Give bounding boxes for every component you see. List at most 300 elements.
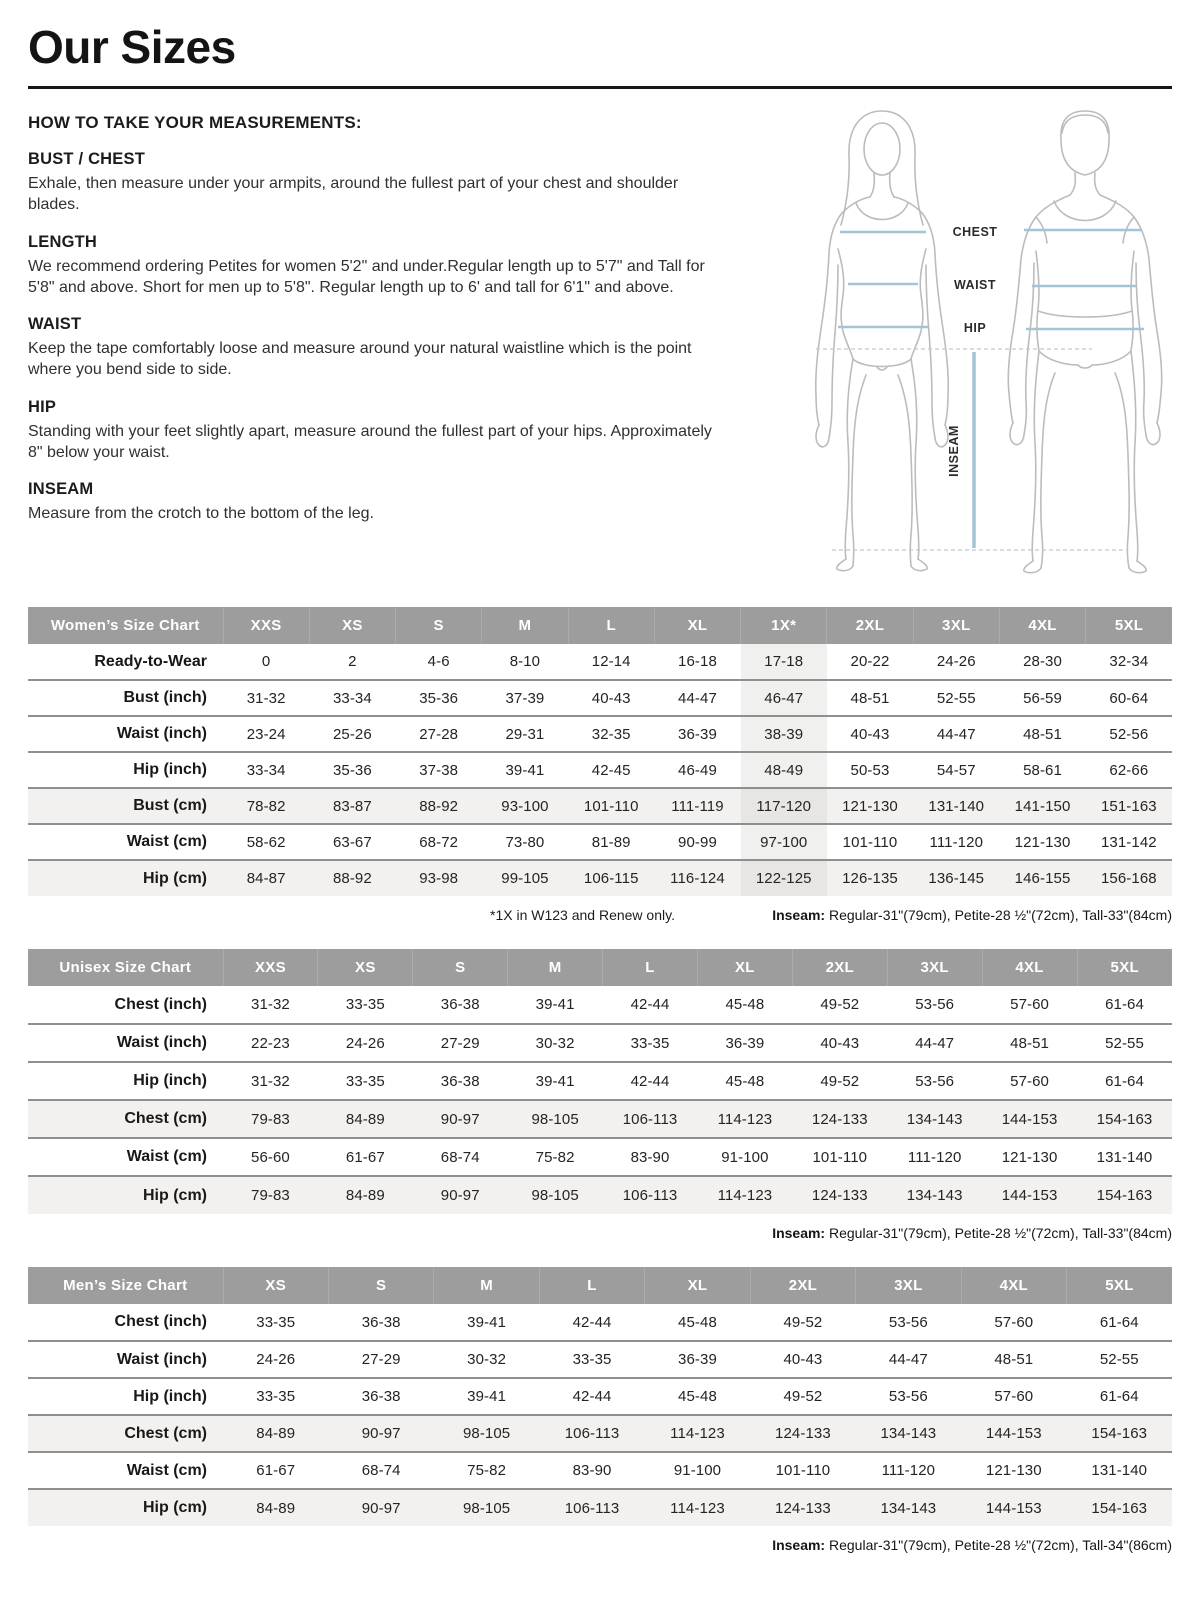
size-column-header: S: [396, 607, 482, 644]
size-cell: 45-48: [725, 1072, 765, 1090]
reference-dashed-lines: [816, 349, 1128, 550]
size-cell: 98-105: [434, 1489, 539, 1526]
size-cell: 79-83: [223, 1100, 318, 1138]
table-row: [28, 1176, 1172, 1214]
size-cell: 154-163: [1067, 1415, 1173, 1452]
size-cell: 57-60: [994, 1388, 1034, 1405]
size-cell: 121-130: [985, 1462, 1042, 1479]
size-cell: 99-105: [482, 860, 568, 896]
table-row: [28, 788, 1172, 824]
size-cell: 136-145: [913, 860, 999, 896]
size-column-header: 4XL: [982, 949, 1077, 986]
size-cell: 124-133: [750, 1415, 855, 1452]
size-cell: 61-64: [1099, 1313, 1139, 1331]
size-cell: 83-90: [572, 1462, 612, 1479]
size-cell: 68-74: [361, 1462, 401, 1479]
size-cell: 93-100: [482, 788, 568, 824]
size-cell: 84-89: [223, 1415, 328, 1452]
size-cell: 154-163: [1077, 1100, 1172, 1138]
mens-inseam-note: [772, 1537, 1172, 1553]
size-cell: 24-26: [256, 1351, 296, 1368]
size-cell: 62-66: [1109, 761, 1149, 779]
section-title-length: LENGTH: [28, 232, 98, 251]
unisex-inseam-note: [772, 1225, 1172, 1241]
size-cell: 106-113: [603, 1176, 698, 1214]
size-cell: 35-36: [332, 761, 372, 779]
inseam-label: INSEAM: [947, 425, 961, 477]
size-cell: 39-41: [535, 1072, 575, 1090]
table-title: Women’s Size Chart: [28, 607, 223, 644]
size-cell: 46-47: [741, 680, 827, 716]
size-cell: 56-60: [251, 1148, 290, 1166]
size-cell: 101-110: [775, 1462, 831, 1479]
size-column-header: M: [508, 949, 603, 986]
size-cell: 83-87: [309, 788, 395, 824]
table-row: [28, 1304, 1172, 1341]
size-cell: 90-97: [413, 1176, 508, 1214]
size-cell: 114-123: [697, 1100, 792, 1138]
size-cell: 30-32: [535, 1034, 575, 1052]
size-cell: 131-140: [1096, 1148, 1153, 1166]
row-label: Waist (inch): [116, 1350, 207, 1368]
size-cell: 88-92: [396, 788, 482, 824]
size-cell: 33-35: [345, 1072, 385, 1090]
size-cell: 33-35: [630, 1034, 670, 1052]
size-cell: 17-18: [741, 644, 827, 680]
how-to-heading: HOW TO TAKE YOUR MEASUREMENTS:: [28, 113, 362, 132]
row-label: Bust (cm): [28, 788, 223, 824]
size-column-header: 3XL: [856, 1267, 961, 1304]
size-cell: 48-51: [1010, 1034, 1049, 1052]
size-cell: 60-64: [1109, 689, 1149, 707]
section-title-waist: WAIST: [28, 315, 82, 334]
size-cell: 49-52: [820, 996, 860, 1013]
male-figure-outline: [1008, 111, 1162, 573]
row-label: Chest (inch): [114, 995, 207, 1013]
table-row: [28, 716, 1172, 752]
size-cell: 48-51: [994, 1351, 1034, 1368]
size-cell: 49-52: [783, 1388, 823, 1405]
section-waist: [28, 315, 728, 381]
measurement-diagram: [790, 99, 1172, 579]
size-cell: 2: [348, 653, 357, 670]
section-body-waist: Keep the tape comfortably loose and measure around your natural waistline which is the point where you bend side to side.: [28, 340, 692, 379]
size-cell: 0: [261, 653, 271, 670]
size-cell: 134-143: [856, 1415, 961, 1452]
size-cell: 88-92: [309, 860, 395, 896]
section-body-bust-chest: Exhale, then measure under your armpits, around the fullest part of your chest and shoulder blades.: [28, 175, 679, 214]
size-cell: 30-32: [467, 1351, 507, 1368]
row-label: Chest (inch): [114, 1313, 207, 1330]
size-cell: 45-48: [678, 1313, 717, 1331]
section-length: [28, 233, 728, 299]
size-cell: 111-120: [881, 1462, 936, 1479]
table-row: [28, 824, 1172, 860]
size-cell: 49-52: [820, 1072, 860, 1090]
size-cell: 44-47: [915, 1034, 955, 1052]
size-cell: 144-153: [982, 1100, 1077, 1138]
size-cell: 37-39: [505, 689, 545, 707]
size-cell: 63-67: [332, 833, 372, 851]
size-cell: 45-48: [678, 1388, 717, 1405]
size-cell: 75-82: [467, 1462, 507, 1479]
size-cell: 134-143: [856, 1489, 961, 1526]
size-cell: 57-60: [994, 1313, 1034, 1331]
size-cell: 78-82: [223, 788, 309, 824]
size-cell: 38-39: [741, 716, 827, 752]
size-column-header: 5XL: [1067, 1267, 1173, 1304]
size-cell: 131-142: [1100, 833, 1157, 851]
size-cell: 52-55: [1105, 1034, 1144, 1052]
size-cell: 84-89: [223, 1489, 328, 1526]
size-cell: 124-133: [792, 1176, 887, 1214]
size-cell: 58-61: [1023, 761, 1062, 779]
size-cell: 61-64: [1105, 1072, 1144, 1090]
size-cell: 33-35: [256, 1313, 296, 1331]
size-column-header: L: [539, 1267, 644, 1304]
row-label: Ready-to-Wear: [94, 652, 207, 670]
size-cell: 4-6: [427, 653, 450, 670]
size-column-header: XXS: [223, 949, 318, 986]
row-label: Hip (inch): [133, 1387, 207, 1405]
section-body-length: We recommend ordering Petites for women 5'2" and under.Regular length up to 5'7" and Tall for 5'8" and above. Short for men up to 5'8". Regular length up to 6' and tall for 6'1" and above.: [28, 257, 705, 296]
size-column-header: 3XL: [913, 607, 999, 644]
size-cell: 73-80: [505, 833, 545, 851]
size-cell: 131-140: [913, 788, 999, 824]
size-cell: 42-44: [630, 996, 670, 1013]
size-cell: 90-97: [328, 1415, 433, 1452]
size-column-header: XS: [318, 949, 413, 986]
row-label: Bust (inch): [123, 689, 207, 706]
size-cell: 134-143: [887, 1100, 982, 1138]
size-column-header: 2XL: [792, 949, 887, 986]
page-title: Our Sizes: [28, 21, 236, 73]
size-cell: 111-119: [654, 788, 740, 824]
size-column-header: XS: [223, 1267, 328, 1304]
chest-label: CHEST: [952, 225, 998, 239]
womens-1x-footnote: *1X in W123 and Renew only.: [490, 907, 675, 923]
size-cell: 111-120: [929, 833, 984, 851]
section-bust-chest: [28, 150, 728, 216]
size-cell: 40-43: [783, 1351, 823, 1368]
size-column-header: 1X*: [741, 607, 827, 644]
size-cell: 97-100: [741, 824, 827, 860]
size-cell: 36-39: [678, 725, 717, 743]
hip-label: HIP: [963, 321, 987, 335]
size-column-header: XXS: [223, 607, 309, 644]
row-label: Hip (inch): [133, 1072, 207, 1089]
row-label: Chest (cm): [28, 1100, 223, 1138]
row-label: Hip (inch): [133, 761, 207, 778]
size-cell: 93-98: [396, 860, 482, 896]
size-cell: 90-97: [328, 1489, 433, 1526]
size-cell: 90-99: [678, 833, 717, 851]
size-cell: 44-47: [678, 689, 717, 707]
size-cell: 101-110: [812, 1148, 868, 1166]
size-cell: 81-89: [591, 833, 631, 851]
size-cell: 126-135: [827, 860, 913, 896]
size-cell: 32-35: [591, 725, 631, 743]
size-cell: 8-10: [509, 653, 541, 670]
size-cell: 12-14: [591, 653, 631, 670]
size-cell: 141-150: [999, 788, 1085, 824]
table-title: Unisex Size Chart: [28, 949, 223, 986]
size-cell: 98-105: [434, 1415, 539, 1452]
size-column-header: 4XL: [961, 1267, 1066, 1304]
size-cell: 61-64: [1105, 996, 1144, 1013]
unisex-size-chart-table: [28, 949, 1172, 1214]
size-column-header: 2XL: [827, 607, 913, 644]
size-column-header: XL: [654, 607, 740, 644]
size-cell: 49-52: [783, 1313, 823, 1331]
section-title-inseam: INSEAM: [28, 480, 94, 499]
size-cell: 46-49: [678, 761, 717, 779]
size-cell: 44-47: [888, 1351, 928, 1368]
size-cell: 36-38: [361, 1388, 401, 1405]
size-cell: 42-44: [572, 1388, 612, 1405]
size-cell: 90-97: [413, 1100, 508, 1138]
size-cell: 98-105: [508, 1176, 603, 1214]
table-row: [28, 1138, 1172, 1176]
size-cell: 27-28: [419, 725, 459, 743]
size-cell: 124-133: [750, 1489, 855, 1526]
female-figure-outline: [816, 111, 949, 571]
size-cell: 144-153: [961, 1489, 1066, 1526]
size-cell: 156-168: [1086, 860, 1172, 896]
size-cell: 52-55: [1099, 1351, 1139, 1368]
table-row: [28, 752, 1172, 788]
inseam-note-text: Regular-31"(79cm), Petite-28 ½"(72cm), Tall-33"(84cm): [825, 1225, 1172, 1241]
size-cell: 144-153: [961, 1415, 1066, 1452]
size-cell: 36-38: [440, 996, 480, 1013]
table-header-row: [28, 607, 1172, 644]
size-cell: 68-74: [440, 1148, 480, 1166]
size-cell: 84-89: [318, 1100, 413, 1138]
inseam-note-label: Inseam:: [772, 1225, 826, 1241]
table-row: [28, 644, 1172, 680]
mens-table-notes: [28, 1537, 1172, 1553]
table-row: [28, 1378, 1172, 1415]
size-cell: 116-124: [654, 860, 740, 896]
size-cell: 36-39: [678, 1351, 717, 1368]
size-cell: 32-34: [1109, 653, 1149, 670]
size-column-header: L: [603, 949, 698, 986]
size-cell: 114-123: [645, 1415, 750, 1452]
section-hip: [28, 398, 728, 464]
size-cell: 39-41: [467, 1388, 507, 1405]
size-cell: 121-130: [827, 788, 913, 824]
table-row: [28, 1341, 1172, 1378]
size-cell: 36-39: [725, 1034, 765, 1052]
size-cell: 106-113: [603, 1100, 698, 1138]
title-divider: [28, 86, 1172, 89]
size-cell: 101-110: [568, 788, 654, 824]
size-column-header: M: [434, 1267, 539, 1304]
size-cell: 36-38: [440, 1072, 480, 1090]
size-cell: 23-24: [246, 725, 286, 743]
row-label: Waist (inch): [116, 725, 207, 742]
size-cell: 114-123: [697, 1176, 792, 1214]
size-column-header: XL: [645, 1267, 750, 1304]
size-cell: 91-100: [721, 1148, 769, 1166]
size-cell: 68-72: [419, 833, 459, 851]
table-row: [28, 680, 1172, 716]
size-cell: 20-22: [850, 653, 890, 670]
size-cell: 79-83: [223, 1176, 318, 1214]
size-cell: 42-45: [591, 761, 631, 779]
womens-inseam-note: [772, 907, 1172, 923]
size-cell: 111-120: [907, 1148, 962, 1166]
size-cell: 27-29: [361, 1351, 401, 1368]
table-row: [28, 1062, 1172, 1100]
womens-size-chart-section: [28, 607, 1172, 923]
size-cell: 40-43: [591, 689, 631, 707]
size-cell: 106-115: [568, 860, 654, 896]
table-title: Men’s Size Chart: [28, 1267, 223, 1304]
size-cell: 53-56: [915, 996, 955, 1013]
size-column-header: 4XL: [999, 607, 1085, 644]
row-label: Chest (cm): [28, 1415, 223, 1452]
size-cell: 48-51: [850, 689, 890, 707]
size-column-header: S: [413, 949, 508, 986]
size-cell: 35-36: [419, 689, 459, 707]
waist-label: WAIST: [953, 278, 997, 292]
size-cell: 131-140: [1091, 1462, 1148, 1479]
size-cell: 61-67: [256, 1462, 296, 1479]
size-cell: 28-30: [1023, 653, 1062, 670]
size-cell: 37-38: [419, 761, 459, 779]
size-cell: 36-38: [361, 1313, 401, 1331]
size-cell: 40-43: [850, 725, 890, 743]
size-cell: 39-41: [535, 996, 575, 1013]
table-header-row: [28, 1267, 1172, 1304]
size-cell: 45-48: [725, 996, 765, 1013]
size-cell: 121-130: [1014, 833, 1071, 851]
size-cell: 31-32: [251, 1072, 290, 1090]
size-cell: 53-56: [888, 1313, 928, 1331]
size-cell: 27-29: [440, 1034, 480, 1052]
size-cell: 56-59: [1023, 689, 1062, 707]
row-label: Waist (inch): [116, 1034, 207, 1051]
inseam-note-label: Inseam:: [772, 1537, 826, 1553]
unisex-size-chart-section: [28, 949, 1172, 1241]
size-cell: 33-34: [246, 761, 286, 779]
table-row: [28, 860, 1172, 896]
row-label: Hip (cm): [28, 1176, 223, 1214]
size-cell: 54-57: [936, 761, 976, 779]
section-title-hip: HIP: [28, 397, 57, 416]
womens-table-notes: [28, 907, 1172, 923]
body-measurement-illustration: [790, 99, 1172, 579]
size-cell: 50-53: [850, 761, 890, 779]
size-cell: 33-35: [572, 1351, 612, 1368]
size-cell: 154-163: [1077, 1176, 1172, 1214]
row-label: Waist (cm): [126, 1148, 207, 1165]
table-row: [28, 1452, 1172, 1489]
size-column-header: 2XL: [750, 1267, 855, 1304]
size-cell: 33-34: [332, 689, 372, 707]
mens-size-chart-table: [28, 1267, 1172, 1526]
size-cell: 121-130: [1001, 1148, 1058, 1166]
size-cell: 144-153: [982, 1176, 1077, 1214]
mens-size-chart-section: [28, 1267, 1172, 1553]
size-cell: 48-51: [1023, 725, 1062, 743]
inseam-note-text: Regular-31"(79cm), Petite-28 ½"(72cm), Tall-33"(84cm): [825, 907, 1172, 923]
size-cell: 39-41: [467, 1313, 507, 1331]
how-to-text-column: [28, 113, 728, 524]
row-label: Waist (cm): [126, 1461, 207, 1479]
size-cell: 146-155: [999, 860, 1085, 896]
table-header-row: [28, 949, 1172, 986]
size-cell: 52-55: [936, 689, 976, 707]
row-label: Waist (cm): [126, 833, 207, 850]
inseam-note-text: Regular-31"(79cm), Petite-28 ½"(72cm), Tall-34"(86cm): [825, 1537, 1172, 1553]
row-label: Hip (cm): [28, 1489, 223, 1526]
section-body-hip: Standing with your feet slightly apart, measure around the fullest part of your hips. Approximately 8" below your waist.: [28, 422, 712, 461]
size-column-header: M: [482, 607, 568, 644]
row-label: Hip (cm): [28, 860, 223, 896]
size-cell: 40-43: [820, 1034, 860, 1052]
size-cell: 134-143: [887, 1176, 982, 1214]
size-cell: 33-35: [345, 996, 385, 1013]
table-row: [28, 1489, 1172, 1526]
size-cell: 84-87: [223, 860, 309, 896]
size-cell: 24-26: [936, 653, 976, 670]
size-cell: 44-47: [936, 725, 976, 743]
size-cell: 106-113: [539, 1489, 644, 1526]
womens-size-chart-table: [28, 607, 1172, 896]
size-column-header: 5XL: [1086, 607, 1172, 644]
size-cell: 83-90: [630, 1148, 670, 1166]
size-cell: 122-125: [741, 860, 827, 896]
size-column-header: S: [328, 1267, 433, 1304]
size-cell: 124-133: [792, 1100, 887, 1138]
size-cell: 31-32: [246, 689, 286, 707]
size-cell: 151-163: [1086, 788, 1172, 824]
section-title-bust-chest: BUST / CHEST: [28, 150, 145, 168]
size-cell: 29-31: [505, 725, 545, 743]
size-cell: 61-64: [1099, 1388, 1139, 1405]
size-cell: 57-60: [1010, 996, 1049, 1013]
size-cell: 154-163: [1067, 1489, 1173, 1526]
size-cell: 53-56: [915, 1072, 955, 1090]
size-cell: 31-32: [251, 996, 290, 1013]
size-cell: 84-89: [318, 1176, 413, 1214]
section-body-inseam: Measure from the crotch to the bottom of the leg.: [28, 505, 374, 523]
size-cell: 61-67: [345, 1148, 385, 1166]
size-column-header: L: [568, 607, 654, 644]
section-inseam: [28, 480, 728, 524]
table-row: [28, 1024, 1172, 1062]
size-cell: 106-113: [539, 1415, 644, 1452]
size-cell: 42-44: [630, 1072, 670, 1090]
size-cell: 33-35: [256, 1388, 296, 1405]
size-cell: 75-82: [535, 1148, 575, 1166]
size-cell: 91-100: [673, 1462, 722, 1479]
table-row: [28, 1100, 1172, 1138]
size-column-header: 5XL: [1077, 949, 1172, 986]
size-cell: 25-26: [332, 725, 372, 743]
inseam-note-label: Inseam:: [772, 907, 826, 923]
unisex-table-notes: [28, 1225, 1172, 1241]
size-column-header: XS: [309, 607, 395, 644]
size-cell: 117-120: [741, 788, 827, 824]
size-cell: 48-49: [741, 752, 827, 788]
size-cell: 101-110: [842, 833, 898, 851]
size-cell: 53-56: [888, 1388, 928, 1405]
size-column-header: XL: [697, 949, 792, 986]
size-cell: 16-18: [678, 653, 717, 670]
